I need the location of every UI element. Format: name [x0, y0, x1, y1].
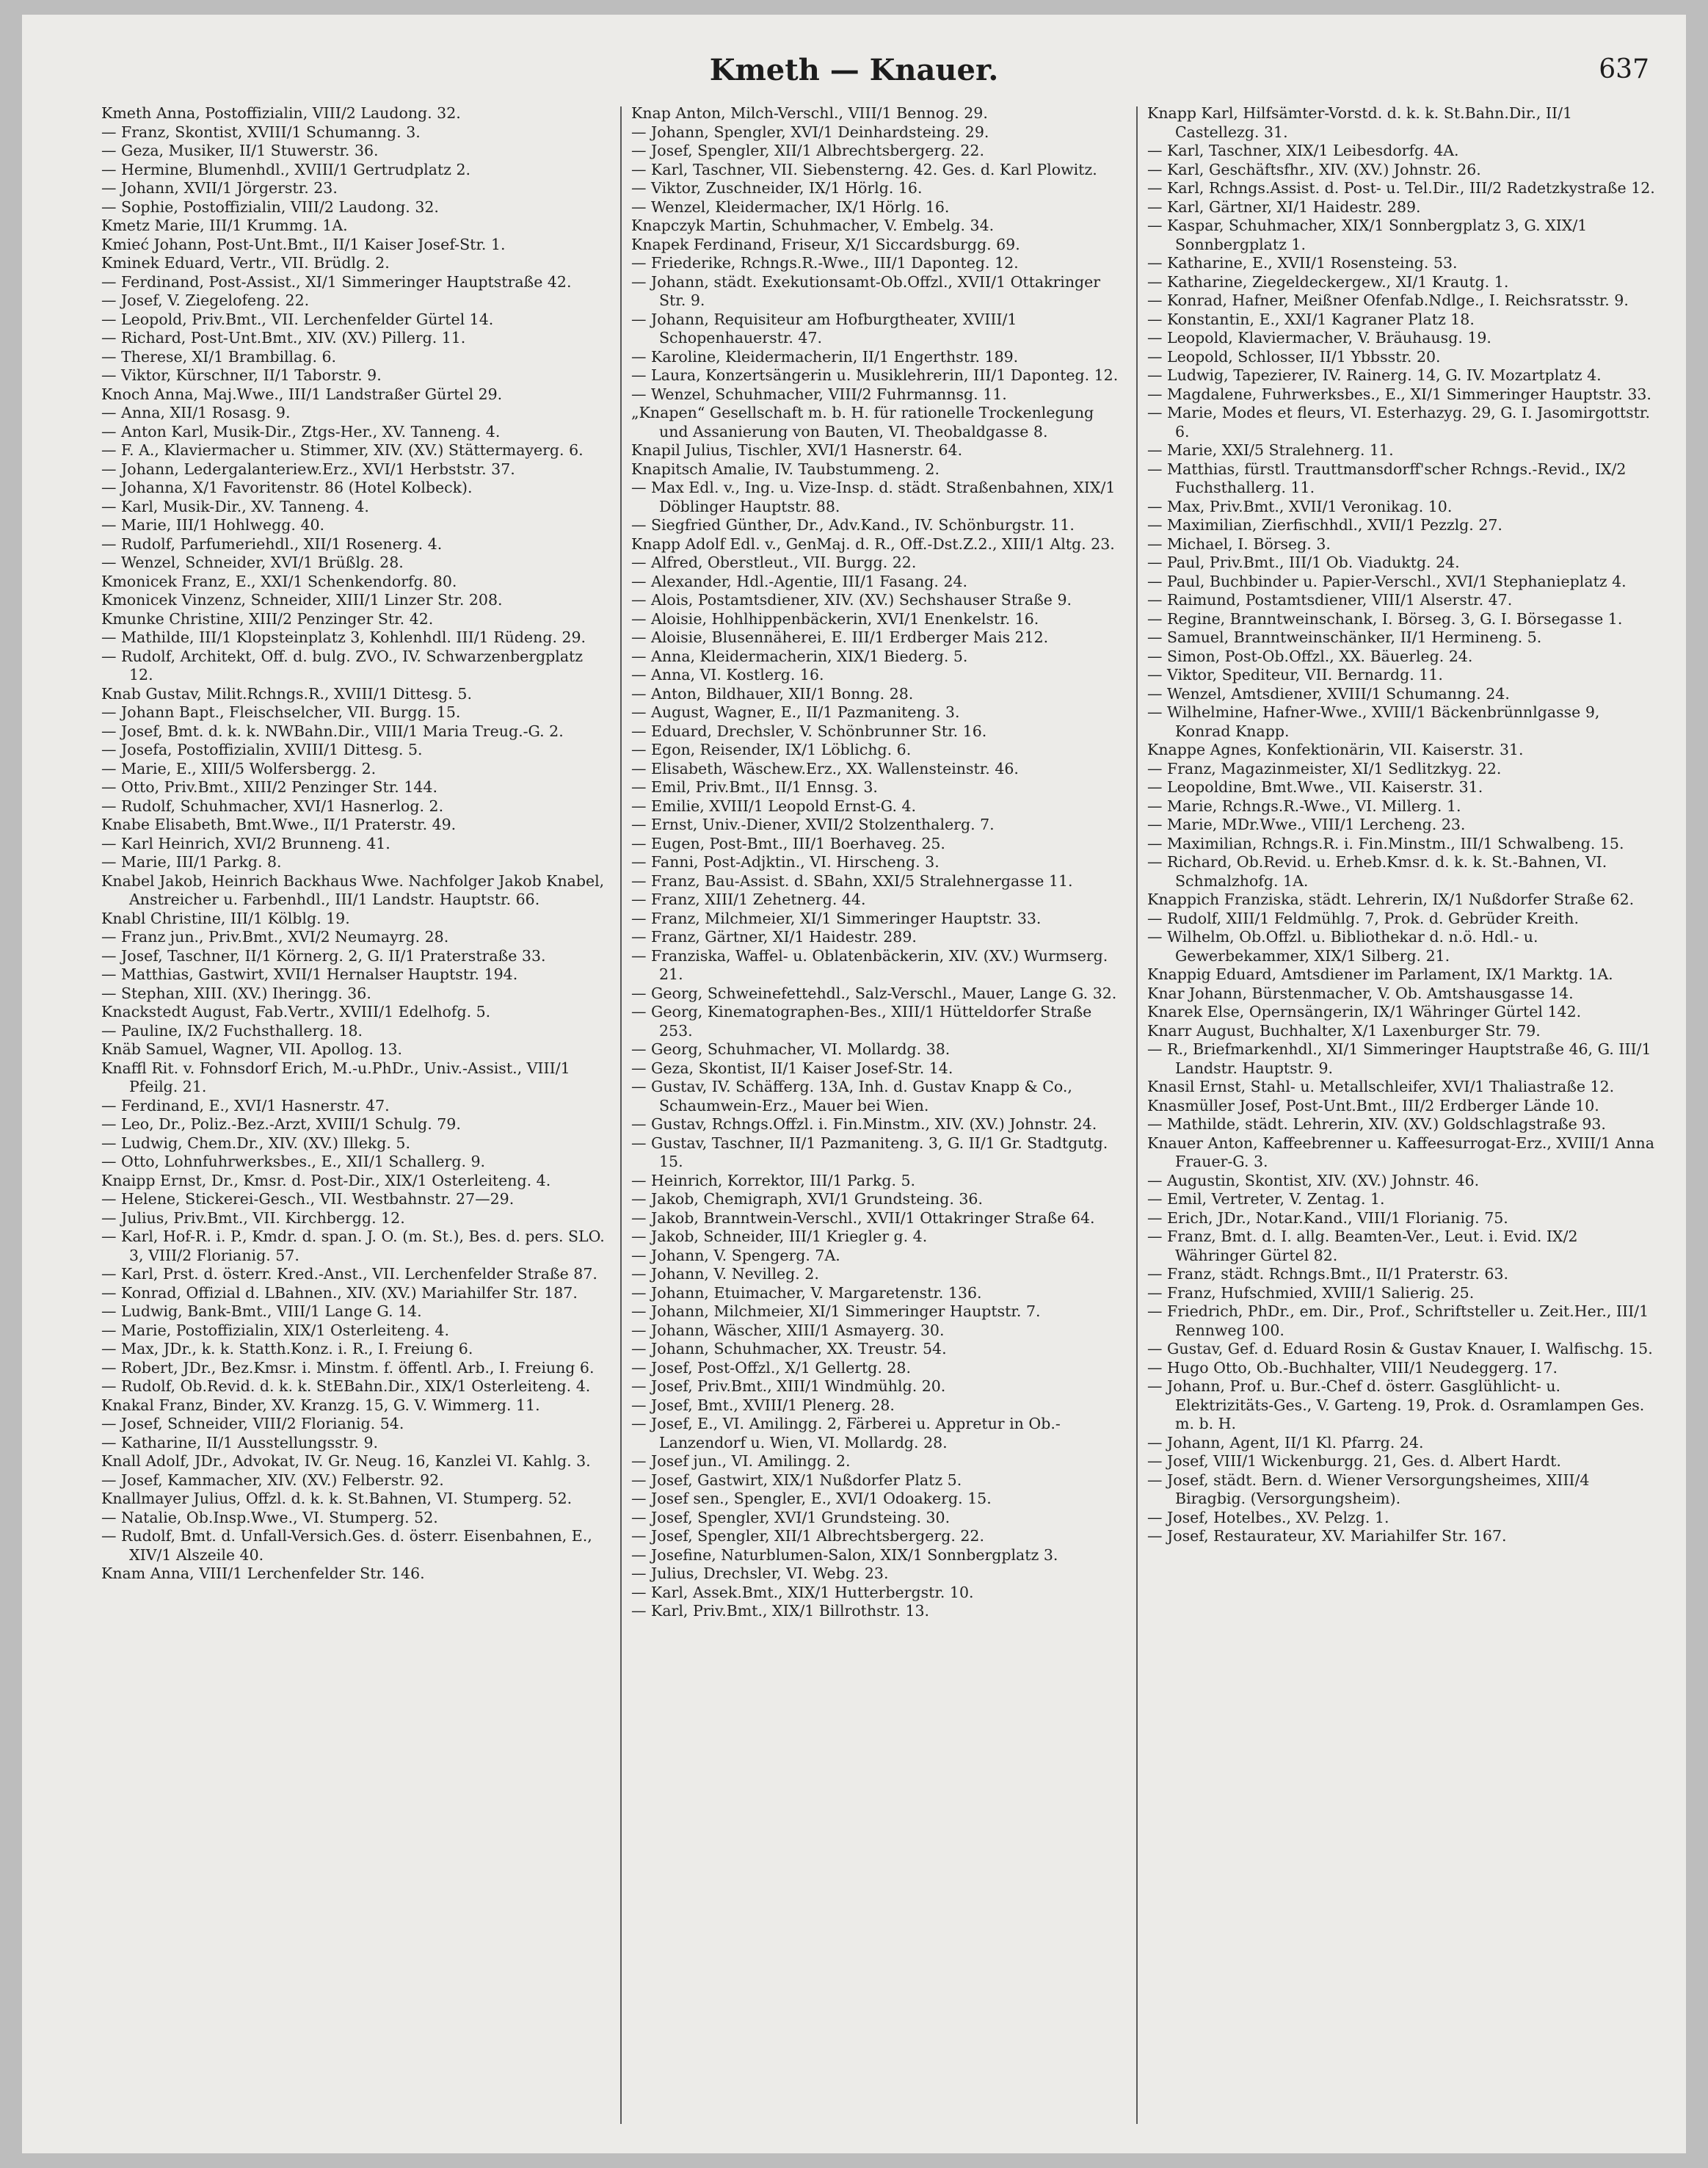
directory-entry: Knasil Ernst, Stahl- u. Metallschleifer, XVI/1 Thaliastraße 12. [1147, 1078, 1615, 1095]
directory-entry: — Aloisie, Hohlhippenbäckerin, XVI/1 Enenkelstr. 16. [631, 609, 1039, 628]
directory-entry: — Otto, Lohnfuhrwerksbes., E., XII/1 Schallerg. 9. [101, 1153, 486, 1170]
directory-entry: — Wenzel, Schneider, XVI/1 Brüßlg. 28. [101, 554, 404, 571]
directory-entry: — Fanni, Post-Adjktin., VI. Hirscheng. 3. [631, 853, 940, 871]
directory-entry: — Konrad, Offizial d. LBahnen., XIV. (XV.) Mariahilfer Str. 187. [101, 1283, 578, 1302]
directory-entry: — Josef, VIII/1 Wickenburgg. 21, Ges. d. Albert Hardt. [1147, 1452, 1561, 1470]
directory-entry: Knapp Karl, Hilfsämter-Vorstd. d. k. k. St.Bahn.Dir., II/1 Castellezg. 31. [1147, 104, 1573, 141]
directory-entry: — Karl, Taschner, VII. Siebensterng. 42. Ges. d. Karl Plowitz. [631, 160, 1097, 178]
column-divider [620, 106, 622, 2124]
directory-entry: — Maximilian, Zierfischhdl., XVII/1 Pezzlg. 27. [1147, 516, 1502, 534]
directory-entry: — Raimund, Postamtsdiener, VIII/1 Alserstr. 47. [1147, 591, 1513, 609]
directory-entry: — Hugo Otto, Ob.-Buchhalter, VIII/1 Neudeggerg. 17. [1147, 1358, 1558, 1377]
directory-entry: — Emilie, XVIII/1 Leopold Ernst-G. 4. [631, 797, 917, 815]
directory-entry: — Maximilian, Rchngs.R. i. Fin.Minstm., III/1 Schwalbeng. 15. [1147, 834, 1624, 852]
directory-entry: — Mathilde, III/1 Klopsteinplatz 3, Kohlenhdl. III/1 Rüdeng. 29. [101, 628, 586, 646]
directory-entry: — Rudolf, Architekt, Off. d. bulg. ZVO., IV. Schwarzenbergplatz 12. [101, 647, 584, 684]
directory-entry: — Franz, XIII/1 Zehetnerg. 44. [631, 891, 866, 908]
directory-entry: — Ferdinand, E., XVI/1 Hasnerstr. 47. [101, 1096, 390, 1114]
directory-entry: — Aloisie, Blusennäherei, E. III/1 Erdberger Mais 212. [631, 628, 1049, 646]
directory-entry: — Karl, Hof-R. i. P., Kmdr. d. span. J. O. (m. St.), Bes. d. pers. SLO. 3, VIII/2 Florianig. 57. [101, 1228, 605, 1264]
directory-entry: — Anton, Bildhauer, XII/1 Bonng. 28. [631, 684, 914, 703]
directory-entry: — Leopold, Priv.Bmt., VII. Lerchenfelder Gürtel 14. [101, 310, 494, 328]
directory-entry: — Leo, Dr., Poliz.-Bez.-Arzt, XVIII/1 Schulg. 79. [101, 1115, 461, 1133]
directory-entry: — Josef, E., VI. Amilingg. 2, Färberei u. Appretur in Ob.-Lanzendorf u. Wien, VI. Mollardg. 28. [631, 1415, 1061, 1451]
directory-entry: — Anna, VI. Kostlerg. 16. [631, 666, 824, 684]
directory-entry: Knar Johann, Bürstenmacher, V. Ob. Amtshausgasse 14. [1147, 984, 1574, 1002]
directory-entry: — Josef, V. Ziegelofeng. 22. [101, 291, 310, 309]
directory-entry: — Viktor, Kürschner, II/1 Taborstr. 9. [101, 366, 382, 384]
directory-entry: — Josefine, Naturblumen-Salon, XIX/1 Sonnbergplatz 3. [631, 1545, 1058, 1564]
page-header [22, 53, 1686, 104]
directory-entry: — Alfred, Oberstleut., VII. Burgg. 22. [631, 554, 917, 571]
directory-entry: — Johann Bapt., Fleischselcher, VII. Burgg. 15. [101, 703, 461, 721]
directory-entry: — Johann, XVII/1 Jörgerstr. 23. [101, 179, 338, 197]
directory-entry: — Johann, Spengler, XVI/1 Deinhardsteing. 29. [631, 123, 989, 141]
column-1 [101, 104, 606, 2131]
directory-entry: — Wenzel, Schuhmacher, VIII/2 Fuhrmannsg. 11. [631, 385, 1007, 403]
directory-entry: — Augustin, Skontist, XIV. (XV.) Johnstr. 46. [1147, 1171, 1480, 1189]
directory-entry: — Erich, JDr., Notar.Kand., VIII/1 Florianig. 75. [1147, 1208, 1508, 1227]
directory-entry: „Knapen“ Gesellschaft m. b. H. für rationelle Trockenlegung und Assanierung von Bauten, VI. Theobaldgasse 8. [631, 404, 1094, 441]
directory-entry: — Franz, Magazinmeister, XI/1 Sedlitzkyg. 22. [1147, 759, 1502, 777]
directory-entry: — Josef, Hotelbes., XV. Pelzg. 1. [1147, 1508, 1389, 1526]
directory-entry: — Johann, Requisiteur am Hofburgtheater, XVIII/1 Schopenhauerstr. 47. [631, 310, 1017, 347]
directory-entry: — Josef, Spengler, XVI/1 Grundsteing. 30. [631, 1508, 951, 1526]
directory-entry: — Friedrich, PhDr., em. Dir., Prof., Schriftsteller u. Zeit.Her., III/1 Rennweg 100. [1147, 1302, 1649, 1339]
directory-entry: — Rudolf, Ob.Revid. d. k. k. StEBahn.Dir., XIX/1 Osterleiteng. 4. [101, 1377, 591, 1395]
directory-entry: Knall Adolf, JDr., Advokat, IV. Gr. Neug. 16, Kanzlei VI. Kahlg. 3. [101, 1452, 591, 1470]
directory-entry: — Franziska, Waffel- u. Oblatenbäckerin, XIV. (XV.) Wurmserg. 21. [631, 946, 1108, 983]
directory-entry: — Josef, Gastwirt, XIX/1 Nußdorfer Platz 5. [631, 1471, 962, 1489]
directory-entry: — Rudolf, Bmt. d. Unfall-Versich.Ges. d. österr. Eisenbahnen, E., XIV/1 Alszeile 40. [101, 1527, 592, 1564]
directory-entry: — Stephan, XIII. (XV.) Iheringg. 36. [101, 984, 371, 1002]
directory-entry: — Simon, Post-Ob.Offzl., XX. Bäuerleg. 24. [1147, 647, 1473, 665]
page-number: 637 [1599, 54, 1649, 84]
directory-entry: — F. A., Klaviermacher u. Stimmer, XIV. (XV.) Stättermayerg. 6. [101, 441, 584, 459]
directory-entry: — Richard, Post-Unt.Bmt., XIV. (XV.) Pillerg. 11. [101, 329, 466, 347]
directory-entry: — Josef, Restaurateur, XV. Mariahilfer Str. 167. [1147, 1527, 1507, 1545]
directory-entry: — Max, Priv.Bmt., XVII/1 Veronikag. 10. [1147, 497, 1453, 515]
directory-entry: Knapp Adolf Edl. v., GenMaj. d. R., Off.-Dst.Z.2., XIII/1 Altg. 23. [631, 534, 1115, 553]
column-3 [1147, 104, 1655, 2131]
directory-entry: Kminek Eduard, Vertr., VII. Brüdlg. 2. [101, 254, 390, 272]
directory-entry: — Ferdinand, Post-Assist., XI/1 Simmeringer Hauptstraße 42. [101, 272, 572, 291]
directory-page [22, 15, 1686, 2153]
directory-entry: Knoch Anna, Maj.Wwe., III/1 Landstraßer Gürtel 29. [101, 385, 503, 403]
directory-entry: Knappe Agnes, Konfektionärin, VII. Kaiserstr. 31. [1147, 741, 1524, 758]
directory-entry: — Ludwig, Tapezierer, IV. Rainerg. 14, G. IV. Mozartplatz 4. [1147, 366, 1602, 384]
directory-entry: — Franz jun., Priv.Bmt., XVI/2 Neumayrg. 28. [101, 928, 449, 946]
directory-entry: — Eugen, Post-Bmt., III/1 Boerhaveg. 25. [631, 834, 945, 852]
directory-entry: — Helene, Stickerei-Gesch., VII. Westbahnstr. 27—29. [101, 1190, 515, 1208]
directory-entry: Knapil Julius, Tischler, XVI/1 Hasnerstr. 64. [631, 441, 963, 459]
directory-entry: — Marie, Postoffizialin, XIX/1 Osterleiteng. 4. [101, 1321, 449, 1339]
directory-entry: — Johann, Milchmeier, XI/1 Simmeringer Hauptstr. 7. [631, 1302, 1041, 1320]
directory-entry: — August, Wagner, E., II/1 Pazmaniteng. 3. [631, 703, 960, 721]
directory-entry: — Katharine, II/1 Ausstellungsstr. 9. [101, 1433, 379, 1451]
directory-entry: — Alois, Postamtsdiener, XIV. (XV.) Sechshauser Straße 9. [631, 591, 1072, 609]
directory-entry: Kmieć Johann, Post-Unt.Bmt., II/1 Kaiser Josef-Str. 1. [101, 235, 506, 253]
directory-entry: — Therese, XI/1 Brambillag. 6. [101, 347, 337, 366]
directory-entry: — Franz, Bau-Assist. d. SBahn, XXI/5 Stralehnergasse 11. [631, 871, 1073, 890]
directory-entry: — Josef, Bmt. d. k. k. NWBahn.Dir., VIII/1 Maria Treug.-G. 2. [101, 722, 564, 740]
directory-entry: — Anna, Kleidermacherin, XIX/1 Biederg. 5. [631, 647, 968, 665]
directory-entry: — Marie, XXI/5 Stralehnerg. 11. [1147, 441, 1394, 459]
directory-entry: Knab Gustav, Milit.Rchngs.R., XVIII/1 Dittesg. 5. [101, 684, 472, 703]
directory-entry: Knakal Franz, Binder, XV. Kranzg. 15, G. V. Wimmerg. 11. [101, 1396, 540, 1414]
column-2 [631, 104, 1127, 2131]
directory-entry: — Josef, städt. Bern. d. Wiener Versorgungsheimes, XIII/4 Biragbig. (Versorgungsheim). [1147, 1471, 1590, 1507]
directory-entry: — Karl, Taschner, XIX/1 Leibesdorfg. 4A. [1147, 142, 1459, 159]
directory-entry: — Johann, städt. Exekutionsamt-Ob.Offzl., XVII/1 Ottakringer Str. 9. [631, 272, 1101, 309]
directory-entry: — Friederike, Rchngs.R.-Wwe., III/1 Daponteg. 12. [631, 254, 1019, 272]
directory-entry: — Franz, Hufschmied, XVIII/1 Salierig. 25. [1147, 1283, 1475, 1302]
directory-entry: Knap Anton, Milch-Verschl., VIII/1 Bennog. 29. [631, 104, 988, 122]
directory-entry: — Josef, Spengler, XII/1 Albrechtsbergerg. 22. [631, 1527, 984, 1545]
directory-entry: — Franz, Skontist, XVIII/1 Schumanng. 3. [101, 123, 421, 141]
directory-entry: — Gustav, Rchngs.Offzl. i. Fin.Minstm., XIV. (XV.) Johnstr. 24. [631, 1115, 1097, 1133]
directory-entry: — Marie, MDr.Wwe., VIII/1 Lercheng. 23. [1147, 816, 1466, 833]
directory-entry: — Paul, Buchbinder u. Papier-Verschl., XVI/1 Stephanieplatz 4. [1147, 572, 1627, 590]
directory-entry: — Karl, Priv.Bmt., XIX/1 Billrothstr. 13. [631, 1602, 930, 1620]
column-divider [1136, 106, 1138, 2124]
directory-entry: — Katharine, Ziegeldeckergew., XI/1 Krautg. 1. [1147, 272, 1509, 291]
directory-entry: — Alexander, Hdl.-Agentie, III/1 Fasang. 24. [631, 572, 968, 590]
directory-entry: — Robert, JDr., Bez.Kmsr. i. Minstm. f. öffentl. Arb., I. Freiung 6. [101, 1358, 595, 1377]
directory-entry: — Viktor, Spediteur, VII. Bernardg. 11. [1147, 666, 1443, 684]
directory-entry: — Josef, Spengler, XII/1 Albrechtsbergerg. 22. [631, 142, 984, 159]
directory-entry: — Karl, Musik-Dir., XV. Tanneng. 4. [101, 497, 369, 515]
directory-entry: — Karl, Rchngs.Assist. d. Post- u. Tel.Dir., III/2 Radetzkystraße 12. [1147, 179, 1655, 197]
directory-entry: — Heinrich, Korrektor, III/1 Parkg. 5. [631, 1171, 916, 1189]
directory-entry: — Anna, XII/1 Rosasg. 9. [101, 404, 291, 421]
directory-entry: — Matthias, fürstl. Trauttmansdorff'scher Rchngs.-Revid., IX/2 Fuchsthallerg. 11. [1147, 460, 1627, 496]
directory-entry: — Karl, Gärtner, XI/1 Haidestr. 289. [1147, 197, 1421, 216]
directory-entry: — Gustav, Gef. d. Eduard Rosin & Gustav Knauer, I. Walfischg. 15. [1147, 1340, 1653, 1357]
directory-entry: — Ernst, Univ.-Diener, XVII/2 Stolzenthalerg. 7. [631, 816, 995, 833]
directory-entry: — Konstantin, E., XXI/1 Kagraner Platz 18. [1147, 310, 1475, 328]
directory-entry: — Rudolf, Schuhmacher, XVI/1 Hasnerlog. 2. [101, 797, 444, 815]
directory-entry: — Ludwig, Chem.Dr., XIV. (XV.) Illekg. 5. [101, 1134, 410, 1152]
directory-entry: — Magdalene, Fuhrwerksbes., E., XI/1 Simmeringer Hauptstr. 33. [1147, 385, 1651, 403]
directory-entry: — Johann, Prof. u. Bur.-Chef d. österr. Gasglühlicht- u. Elektrizitäts-Ges., V. Garteng. 19, Prok. d. Osramlampen Ges. m. b. H. [1147, 1377, 1645, 1432]
directory-entry: — R., Briefmarkenhdl., XI/1 Simmeringer Hauptstraße 46, G. III/1 Landstr. Hauptstr. 9. [1147, 1040, 1651, 1077]
directory-entry: — Franz, Gärtner, XI/1 Haidestr. 289. [631, 928, 917, 946]
directory-entry: — Franz, Bmt. d. I. allg. Beamten-Ver., Leut. i. Evid. IX/2 Währinger Gürtel 82. [1147, 1228, 1578, 1264]
directory-entry: — Georg, Schuhmacher, VI. Mollardg. 38. [631, 1040, 951, 1058]
directory-entry: — Viktor, Zuschneider, IX/1 Hörlg. 16. [631, 179, 923, 197]
directory-entry: — Marie, Modes et fleurs, VI. Esterhazyg. 29, G. I. Jasomirgottstr. 6. [1147, 404, 1650, 441]
running-head: Kmeth — Knauer. [709, 53, 999, 87]
directory-entry: — Richard, Ob.Revid. u. Erheb.Kmsr. d. k. k. St.-Bahnen, VI. Schmalzhofg. 1A. [1147, 853, 1607, 890]
directory-entry: Knäb Samuel, Wagner, VII. Apollog. 13. [101, 1040, 403, 1058]
directory-entry: — Matthias, Gastwirt, XVII/1 Hernalser Hauptstr. 194. [101, 965, 518, 983]
directory-entry: — Gustav, IV. Schäfferg. 13A, Inh. d. Gustav Knapp & Co., Schaumwein-Erz., Mauer bei Wien. [631, 1078, 1072, 1114]
directory-entry: — Johann, Agent, II/1 Kl. Pfarrg. 24. [1147, 1433, 1424, 1451]
directory-entry: — Rudolf, Parfumeriehdl., XII/1 Rosenerg. 4. [101, 534, 443, 553]
directory-entry: Kmeth Anna, Postoffizialin, VIII/2 Laudong. 32. [101, 104, 461, 122]
directory-entry: — Geza, Musiker, II/1 Stuwerstr. 36. [101, 142, 379, 159]
directory-entry: — Wilhelmine, Hafner-Wwe., XVIII/1 Bäckenbrünnlgasse 9, Konrad Knapp. [1147, 703, 1600, 740]
directory-entry: — Emil, Vertreter, V. Zentag. 1. [1147, 1190, 1385, 1208]
directory-entry: — Ludwig, Bank-Bmt., VIII/1 Lange G. 14. [101, 1302, 422, 1320]
directory-entry: — Otto, Priv.Bmt., XIII/2 Penzinger Str. 144. [101, 778, 437, 796]
directory-entry: Knapek Ferdinand, Friseur, X/1 Siccardsburgg. 69. [631, 235, 1020, 253]
directory-entry: — Karl Heinrich, XVI/2 Brunneng. 41. [101, 834, 390, 852]
directory-entry: Knabe Elisabeth, Bmt.Wwe., II/1 Praterstr. 49. [101, 816, 457, 833]
directory-entry: — Georg, Schweinefettehdl., Salz-Verschl., Mauer, Lange G. 32. [631, 984, 1117, 1002]
directory-entry: — Johann, Etuimacher, V. Margaretenstr. 136. [631, 1283, 982, 1302]
directory-entry: Kmonicek Franz, E., XXI/1 Schenkendorfg. 80. [101, 572, 457, 590]
directory-entry: — Karl, Geschäftsfhr., XIV. (XV.) Johnstr. 26. [1147, 160, 1481, 178]
directory-entry: — Johann, Schuhmacher, XX. Treustr. 54. [631, 1340, 947, 1357]
directory-entry: — Karl, Prst. d. österr. Kred.-Anst., VII. Lerchenfelder Straße 87. [101, 1265, 597, 1283]
directory-entry: Knabl Christine, III/1 Kölblg. 19. [101, 909, 350, 927]
directory-entry: Knabel Jakob, Heinrich Backhaus Wwe. Nachfolger Jakob Knabel, Anstreicher u. Farbenhdl., III/1 Landstr. Hauptstr. 66. [101, 871, 605, 908]
directory-entry: — Jakob, Chemigraph, XVI/1 Grundsteing. 36. [631, 1190, 983, 1208]
directory-entry: — Franz, Milchmeier, XI/1 Simmeringer Hauptstr. 33. [631, 909, 1042, 927]
directory-entry: — Max Edl. v., Ing. u. Vize-Insp. d. städt. Straßenbahnen, XIX/1 Döblinger Hauptstr. 88. [631, 479, 1116, 515]
directory-entry: — Natalie, Ob.Insp.Wwe., VI. Stumperg. 52. [101, 1508, 438, 1526]
directory-entry: Knapczyk Martin, Schuhmacher, V. Embelg. 34. [631, 217, 995, 234]
directory-entry: — Marie, Rchngs.R.-Wwe., VI. Millerg. 1. [1147, 797, 1461, 815]
directory-entry: — Wilhelm, Ob.Offzl. u. Bibliothekar d. n.ö. Hdl.- u. Gewerbekammer, XIX/1 Silberg. 21. [1147, 928, 1538, 965]
directory-entry: — Kaspar, Schuhmacher, XIX/1 Sonnbergplatz 3, G. XIX/1 Sonnbergplatz 1. [1147, 217, 1588, 253]
directory-entry: — Josef, Priv.Bmt., XIII/1 Windmühlg. 20. [631, 1377, 946, 1395]
directory-entry: — Leopold, Klaviermacher, V. Bräuhausg. 19. [1147, 329, 1491, 347]
directory-entry: — Eduard, Drechsler, V. Schönbrunner Str. 16. [631, 722, 987, 740]
directory-entry: — Johann, Ledergalanteriew.Erz., XVI/1 Herbststr. 37. [101, 460, 515, 478]
directory-entry: — Wenzel, Amtsdiener, XVIII/1 Schumanng. 24. [1147, 684, 1510, 703]
directory-entry: — Julius, Drechsler, VI. Webg. 23. [631, 1565, 889, 1582]
directory-entry: — Karoline, Kleidermacherin, II/1 Engerthstr. 189. [631, 347, 1019, 366]
directory-entry: — Marie, III/1 Hohlwegg. 40. [101, 516, 325, 534]
directory-entry: — Egon, Reisender, IX/1 Löblichg. 6. [631, 741, 912, 758]
directory-entry: Kmonicek Vinzenz, Schneider, XIII/1 Linzer Str. 208. [101, 591, 503, 609]
directory-entry: — Josef, Post-Offzl., X/1 Gellertg. 28. [631, 1358, 911, 1377]
directory-entry: Knaffl Rit. v. Fohnsdorf Erich, M.-u.PhDr., Univ.-Assist., VIII/1 Pfeilg. 21. [101, 1059, 570, 1095]
directory-entry: Knappich Franziska, städt. Lehrerin, IX/1 Nußdorfer Straße 62. [1147, 891, 1635, 908]
directory-entry: — Jakob, Branntwein-Verschl., XVII/1 Ottakringer Straße 64. [631, 1208, 1095, 1227]
directory-entry: — Karl, Assek.Bmt., XIX/1 Hutterbergstr. 10. [631, 1583, 974, 1601]
directory-entry: — Marie, E., XIII/5 Wolfersbergg. 2. [101, 759, 377, 777]
directory-entry: — Marie, III/1 Parkg. 8. [101, 853, 282, 871]
directory-entry: — Paul, Priv.Bmt., III/1 Ob. Viaduktg. 24. [1147, 554, 1460, 571]
directory-entry: — Josef, Bmt., XVIII/1 Plenerg. 28. [631, 1396, 895, 1414]
directory-entry: — Julius, Priv.Bmt., VII. Kirchbergg. 12. [101, 1208, 405, 1227]
directory-entry: — Anton Karl, Musik-Dir., Ztgs-Her., XV. Tanneng. 4. [101, 422, 501, 441]
directory-entry: Knaipp Ernst, Dr., Kmsr. d. Post-Dir., XIX/1 Osterleiteng. 4. [101, 1171, 551, 1189]
directory-entry: — Josef, Taschner, II/1 Körnerg. 2, G. II/1 Praterstraße 33. [101, 946, 546, 965]
directory-entry: — Samuel, Branntweinschänker, II/1 Hermineng. 5. [1147, 628, 1542, 646]
directory-entry: Knarr August, Buchhalter, X/1 Laxenburger Str. 79. [1147, 1021, 1541, 1040]
directory-entry: — Johanna, X/1 Favoritenstr. 86 (Hotel Kolbeck). [101, 479, 473, 496]
directory-entry: — Gustav, Taschner, II/1 Pazmaniteng. 3, G. II/1 Gr. Stadtgutg. 15. [631, 1134, 1108, 1170]
directory-entry: — Regine, Branntweinschank, I. Börseg. 3, G. I. Börsegasse 1. [1147, 609, 1623, 628]
directory-entry: — Geza, Skontist, II/1 Kaiser Josef-Str. 14. [631, 1059, 953, 1077]
directory-entry: — Georg, Kinematographen-Bes., XIII/1 Hütteldorfer Straße 253. [631, 1003, 1092, 1040]
directory-entry: — Josef, Kammacher, XIV. (XV.) Felberstr. 92. [101, 1471, 444, 1489]
directory-entry: — Wenzel, Kleidermacher, IX/1 Hörlg. 16. [631, 197, 950, 216]
directory-entry: — Laura, Konzertsängerin u. Musiklehrerin, III/1 Daponteg. 12. [631, 366, 1119, 384]
directory-entry: — Pauline, IX/2 Fuchsthallerg. 18. [101, 1021, 363, 1040]
directory-entry: Knam Anna, VIII/1 Lerchenfelder Str. 146. [101, 1565, 425, 1582]
directory-entry: Knasmüller Josef, Post-Unt.Bmt., III/2 Erdberger Lände 10. [1147, 1096, 1599, 1114]
directory-entry: — Leopoldine, Bmt.Wwe., VII. Kaiserstr. 31. [1147, 778, 1483, 796]
directory-entry: Knarek Else, Opernsängerin, IX/1 Währinger Gürtel 142. [1147, 1003, 1582, 1020]
directory-entry: — Siegfried Günther, Dr., Adv.Kand., IV. Schönburgstr. 11. [631, 516, 1075, 534]
directory-entry: — Franz, städt. Rchngs.Bmt., II/1 Praterstr. 63. [1147, 1265, 1509, 1283]
directory-entry: — Sophie, Postoffizialin, VIII/2 Laudong. 32. [101, 197, 439, 216]
directory-entry: Kmunke Christine, XIII/2 Penzinger Str. 42. [101, 609, 434, 628]
directory-entry: Knallmayer Julius, Offzl. d. k. k. St.Bahnen, VI. Stumperg. 52. [101, 1490, 573, 1507]
directory-entry: — Josef jun., VI. Amilingg. 2. [631, 1452, 851, 1470]
directory-entry: Knackstedt August, Fab.Vertr., XVIII/1 Edelhofg. 5. [101, 1003, 491, 1020]
directory-entry: Knappig Eduard, Amtsdiener im Parlament, IX/1 Marktg. 1A. [1147, 965, 1613, 983]
directory-entry: — Johann, Wäscher, XIII/1 Asmayerg. 30. [631, 1321, 945, 1339]
directory-entry: — Michael, I. Börseg. 3. [1147, 534, 1331, 553]
directory-entry: — Hermine, Blumenhdl., XVIII/1 Gertrudplatz 2. [101, 160, 471, 178]
directory-entry: — Rudolf, XIII/1 Feldmühlg. 7, Prok. d. Gebrüder Kreith. [1147, 909, 1579, 927]
directory-entry: — Josefa, Postoffizialin, XVIII/1 Dittesg. 5. [101, 741, 423, 758]
directory-entry: Kmetz Marie, III/1 Krummg. 1A. [101, 217, 348, 234]
directory-entry: — Johann, V. Nevilleg. 2. [631, 1265, 819, 1283]
directory-entry: — Emil, Priv.Bmt., II/1 Ennsg. 3. [631, 778, 878, 796]
directory-entry: — Josef, Schneider, VIII/2 Florianig. 54. [101, 1415, 404, 1432]
directory-entry: — Mathilde, städt. Lehrerin, XIV. (XV.) Goldschlagstraße 93. [1147, 1115, 1606, 1133]
directory-entry: — Josef sen., Spengler, E., XVI/1 Odoakerg. 15. [631, 1490, 992, 1507]
directory-entry: — Johann, V. Spengerg. 7A. [631, 1246, 840, 1264]
directory-entry: — Elisabeth, Wäschew.Erz., XX. Wallensteinstr. 46. [631, 759, 1019, 777]
directory-entry: — Leopold, Schlosser, II/1 Ybbsstr. 20. [1147, 347, 1441, 366]
directory-entry: Knauer Anton, Kaffeebrenner u. Kaffeesurrogat-Erz., XVIII/1 Anna Frauer-G. 3. [1147, 1134, 1654, 1170]
directory-entry: Knapitsch Amalie, IV. Taubstummeng. 2. [631, 460, 940, 478]
directory-entry: — Katharine, E., XVII/1 Rosensteing. 53. [1147, 254, 1458, 272]
directory-entry: — Max, JDr., k. k. Statth.Konz. i. R., I. Freiung 6. [101, 1340, 473, 1357]
directory-entry: — Jakob, Schneider, III/1 Kriegler g. 4. [631, 1228, 928, 1245]
directory-entry: — Konrad, Hafner, Meißner Ofenfab.Ndlge., I. Reichsratsstr. 9. [1147, 291, 1629, 309]
